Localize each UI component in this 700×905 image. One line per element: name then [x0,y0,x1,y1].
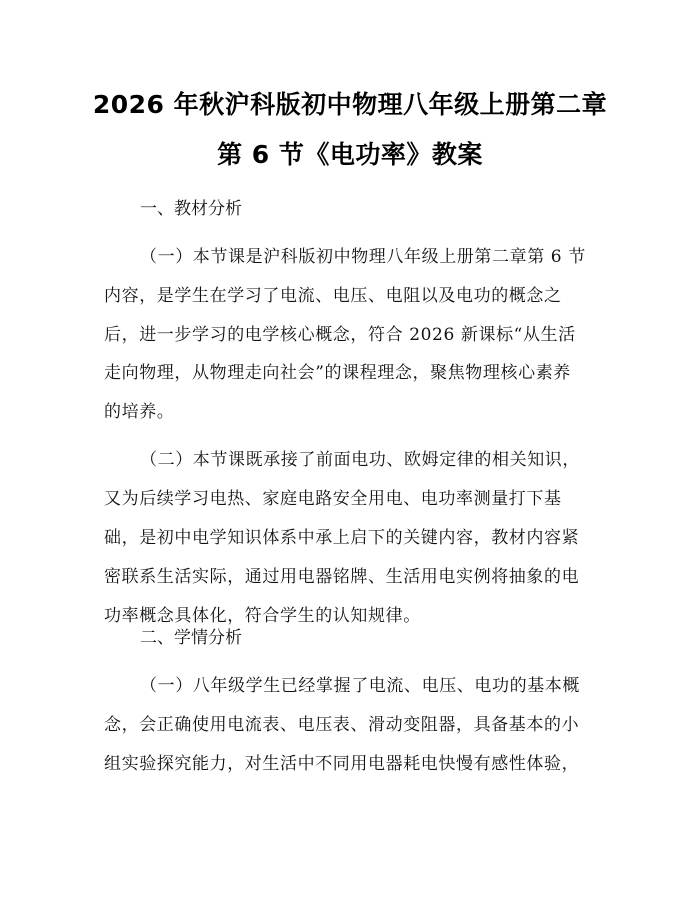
document-title-line-2: 第 6 节《电功率》教案 [217,140,483,169]
paragraph-line: 走向物理，从物理走向社会”的课程理念，聚焦物理核心素养 [104,363,571,383]
section-heading-textbook-analysis: 一、教材分析 [140,199,242,219]
paragraph-line: 础，是初中电学知识体系中承上启下的关键内容，教材内容紧 [104,528,580,548]
section-heading-student-analysis: 二、学情分析 [140,628,242,648]
paragraph-line: 组实验探究能力，对生活中不同用电器耗电快慢有感性体验， [104,754,580,774]
paragraph-line: （一）本节课是沪科版初中物理八年级上册第二章第 6 节 [140,247,586,267]
paragraph-line: 的培养。 [104,402,175,422]
paragraph-line: （二）本节课既承接了前面电功、欧姆定律的相关知识， [140,450,580,470]
paragraph-line: 功率概念具体化，符合学生的认知规律。 [104,606,421,626]
paragraph-line: 后，进一步学习的电学核心概念，符合 2026 新课标“从生活 [104,325,576,345]
paragraph-line: 又为后续学习电热、家庭电路安全用电、电功率测量打下基 [104,489,562,509]
paragraph-line: 密联系生活实际，通过用电器铭牌、生活用电实例将抽象的电 [104,567,580,587]
paragraph-line: （一）八年级学生已经掌握了电流、电压、电功的基本概 [140,676,580,696]
paragraph-line: 内容，是学生在学习了电流、电压、电阻以及电功的概念之 [104,286,562,306]
paragraph-line: 念，会正确使用电流表、电压表、滑动变阻器，具备基本的小 [104,715,580,735]
document-title-line-1: 2026 年秋沪科版初中物理八年级上册第二章 [92,90,608,119]
